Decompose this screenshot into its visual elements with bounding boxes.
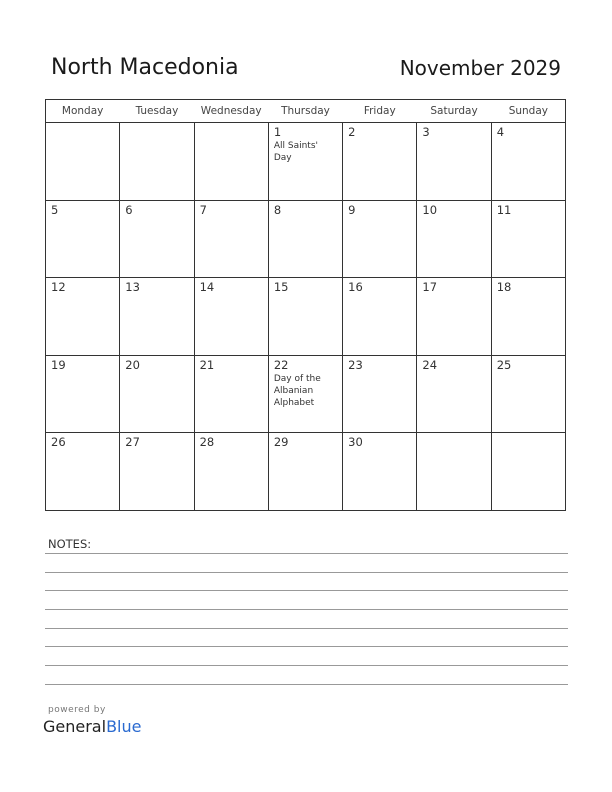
month-title: November 2029	[399, 56, 561, 80]
day-number: 28	[199, 435, 215, 450]
day-cell[interactable]	[343, 433, 417, 511]
weekday-header: Tuesday	[120, 99, 194, 123]
day-cell[interactable]	[268, 278, 342, 356]
day-number: 5	[51, 202, 59, 217]
holiday-label: All Saints' Day	[273, 141, 318, 163]
day-cell[interactable]	[194, 433, 268, 511]
day-number: 23	[348, 357, 363, 372]
day-cell[interactable]	[268, 123, 342, 201]
day-number: 18	[496, 280, 512, 295]
day-cell[interactable]	[46, 123, 120, 201]
weekday-header: Sunday	[491, 99, 565, 123]
day-number: 11	[496, 202, 512, 217]
week-row	[46, 278, 566, 356]
weekday-header: Monday	[46, 99, 120, 123]
day-number: 12	[51, 280, 66, 295]
day-cell[interactable]	[343, 355, 417, 433]
note-line	[45, 628, 568, 629]
day-cell[interactable]	[194, 123, 268, 201]
note-line	[45, 590, 568, 591]
day-number: 10	[422, 202, 438, 217]
holiday-label: Day of the Albanian Alphabet	[273, 373, 321, 408]
calendar-grid	[45, 99, 566, 511]
day-cell[interactable]	[268, 433, 342, 511]
day-cell[interactable]	[194, 200, 268, 278]
week-row	[46, 200, 566, 278]
day-cell[interactable]	[491, 200, 565, 278]
brand-general: General	[43, 717, 107, 736]
note-line	[45, 646, 568, 647]
day-cell[interactable]	[120, 200, 194, 278]
weekday-header: Saturday	[417, 99, 491, 123]
note-line	[45, 684, 568, 685]
brand-blue: Blue	[106, 717, 142, 736]
day-cell[interactable]	[417, 200, 491, 278]
day-number: 9	[348, 202, 356, 217]
day-cell[interactable]	[268, 355, 342, 433]
week-row	[46, 355, 566, 433]
day-cell[interactable]	[417, 123, 491, 201]
day-number: 8	[273, 202, 282, 217]
day-cell[interactable]	[46, 355, 120, 433]
country-title: North Macedonia	[51, 55, 239, 80]
day-cell[interactable]	[343, 123, 417, 201]
note-line	[45, 553, 568, 554]
day-cell[interactable]	[46, 200, 120, 278]
day-cell[interactable]	[491, 355, 565, 433]
weekday-header: Wednesday	[194, 99, 268, 123]
day-number: 29	[273, 435, 289, 450]
day-number: 27	[125, 435, 140, 450]
powered-by-text: powered by	[48, 705, 106, 715]
day-number: 15	[273, 280, 289, 295]
day-number: 3	[422, 125, 430, 139]
day-cell[interactable]	[417, 355, 491, 433]
day-cell[interactable]	[491, 433, 565, 511]
day-number: 2	[348, 125, 356, 139]
day-number: 6	[125, 202, 133, 217]
day-cell[interactable]	[120, 123, 194, 201]
day-cell[interactable]	[194, 278, 268, 356]
day-number: 19	[51, 357, 66, 372]
day-number: 22	[273, 357, 289, 372]
day-cell[interactable]	[491, 123, 565, 201]
day-number: 4	[496, 125, 505, 139]
day-number: 13	[125, 280, 140, 295]
day-number: 20	[125, 357, 140, 372]
day-cell[interactable]	[343, 200, 417, 278]
day-cell[interactable]	[46, 278, 120, 356]
day-cell[interactable]	[46, 433, 120, 511]
note-line	[45, 665, 568, 666]
day-cell[interactable]	[120, 355, 194, 433]
day-number: 21	[199, 357, 215, 372]
day-cell[interactable]	[343, 278, 417, 356]
week-row	[46, 433, 566, 511]
note-line	[45, 609, 568, 610]
day-number: 30	[348, 435, 363, 450]
day-cell[interactable]	[194, 355, 268, 433]
day-number: 25	[496, 357, 512, 372]
day-cell[interactable]	[268, 200, 342, 278]
day-number: 17	[422, 280, 438, 295]
day-cell[interactable]	[417, 433, 491, 511]
day-cell[interactable]	[120, 278, 194, 356]
weekday-header: Friday	[343, 99, 417, 123]
day-cell[interactable]	[417, 278, 491, 356]
weekday-header: Thursday	[268, 99, 342, 123]
week-row	[46, 123, 566, 201]
day-cell[interactable]	[491, 278, 565, 356]
day-number: 26	[51, 435, 66, 450]
day-number: 16	[348, 280, 363, 295]
notes-label: NOTES:	[48, 537, 92, 551]
day-number: 24	[422, 357, 438, 372]
day-cell[interactable]	[120, 433, 194, 511]
day-number: 7	[199, 202, 207, 217]
note-line	[45, 572, 568, 573]
brand-logo[interactable]	[43, 717, 141, 736]
day-number: 14	[199, 280, 215, 295]
day-number: 1	[273, 125, 282, 139]
